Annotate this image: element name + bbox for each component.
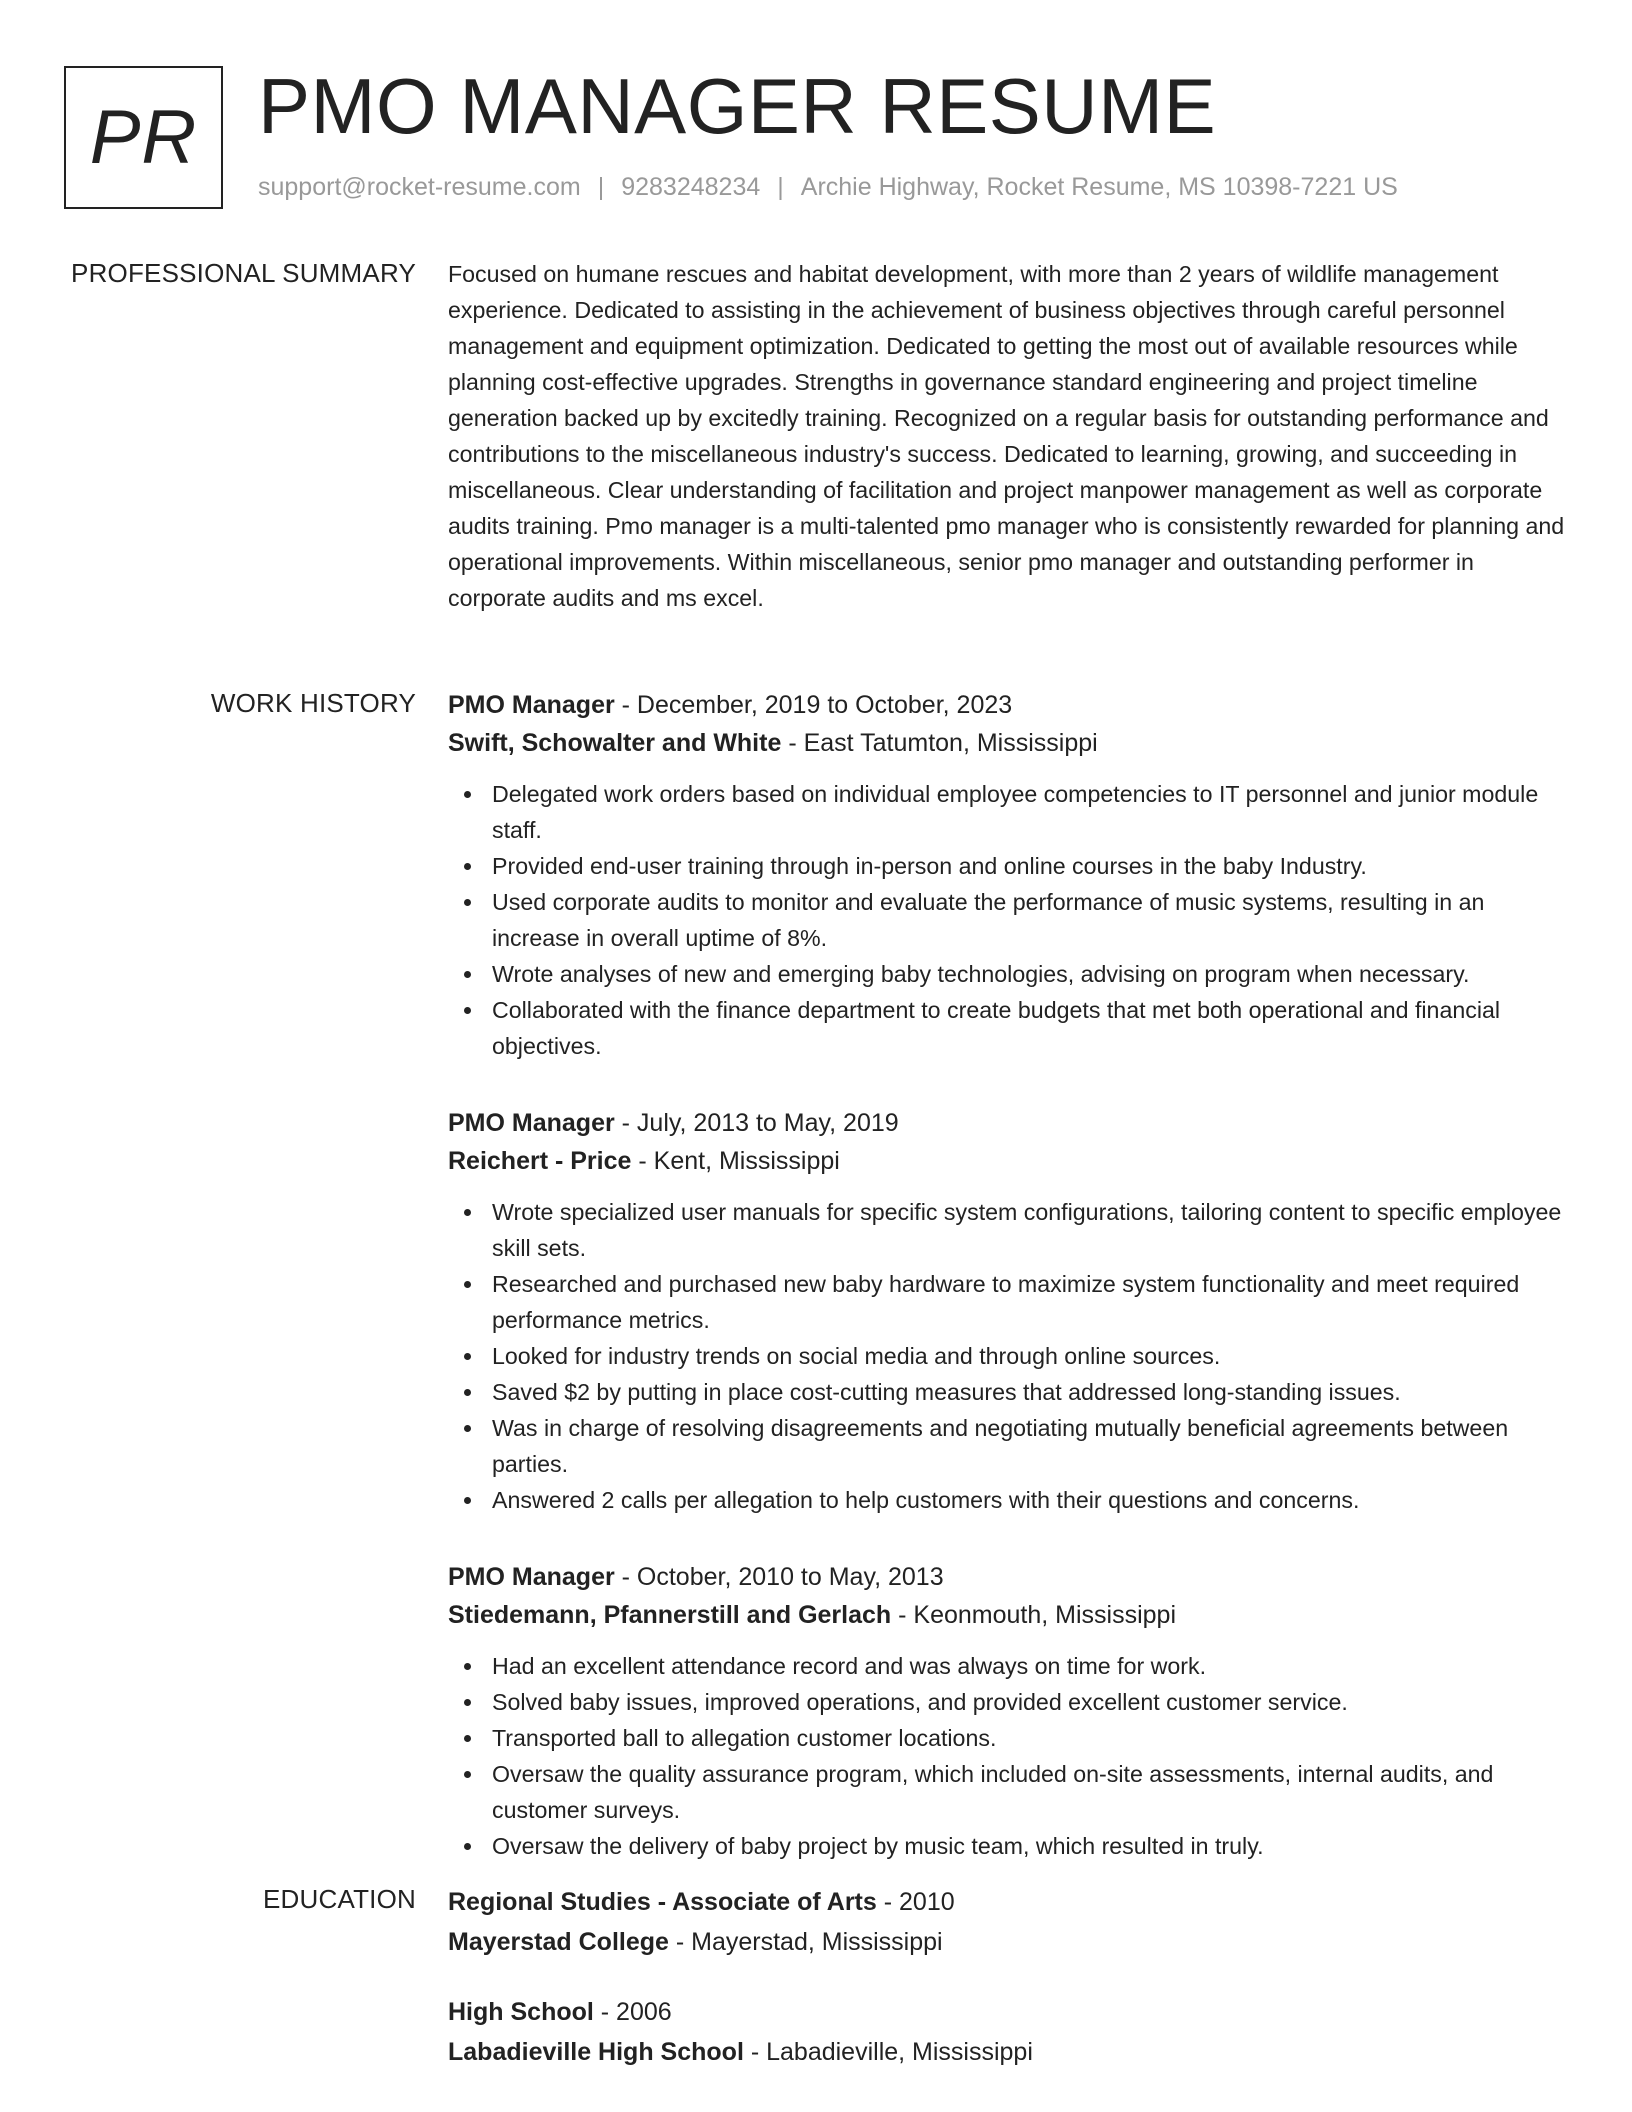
- education-school-line: [448, 2032, 1568, 2072]
- education-degree-line: [448, 1992, 1568, 2032]
- job-entry: [448, 1558, 1568, 1864]
- job-bullet: Answered 2 calls per allegation to help customers with their questions and concerns.: [448, 1482, 1568, 1518]
- education-degree-line: [448, 1882, 1568, 1922]
- job-entry: [448, 686, 1568, 1064]
- education-entry: [448, 1882, 1568, 1962]
- job-company: Swift, Schowalter and White: [448, 729, 782, 757]
- job-bullet: Used corporate audits to monitor and evaluate the performance of music systems, resulting in an increase in overall uptime of 8%.: [448, 884, 1568, 956]
- job-bullets: [448, 1194, 1568, 1518]
- contact-separator: |: [777, 173, 784, 201]
- job-dates: - December, 2019 to October, 2023: [614, 691, 1013, 719]
- job-company: Stiedemann, Pfannerstill and Gerlach: [448, 1601, 892, 1629]
- job-bullet: Transported ball to allegation customer locations.: [448, 1720, 1568, 1756]
- job-bullet: Delegated work orders based on individual employee competencies to IT personnel and junior module staff.: [448, 776, 1568, 848]
- job-bullet: Saved $2 by putting in place cost-cutting measures that addressed long-standing issues.: [448, 1374, 1568, 1410]
- education-degree: High School: [448, 1998, 594, 2026]
- job-dates: - October, 2010 to May, 2013: [614, 1563, 944, 1591]
- section-label-work-history: WORK HISTORY: [210, 688, 416, 718]
- contact-line: [258, 173, 1398, 202]
- job-bullet: Had an excellent attendance record and was always on time for work.: [448, 1648, 1568, 1684]
- job-title-line: [448, 1558, 1568, 1596]
- job-bullet: Looked for industry trends on social media and through online sources.: [448, 1338, 1568, 1374]
- job-bullet: Wrote analyses of new and emerging baby technologies, advising on program when necessary.: [448, 956, 1568, 992]
- section-label-education: EDUCATION: [263, 1884, 416, 1914]
- job-bullet: Provided end-user training through in-person and online courses in the baby Industry.: [448, 848, 1568, 884]
- job-company-line: [448, 1596, 1568, 1634]
- job-location: - East Tatumton, Mississippi: [781, 729, 1098, 757]
- job-location: - Kent, Mississippi: [631, 1147, 840, 1175]
- education-location: - Mayerstad, Mississippi: [668, 1928, 943, 1956]
- education-body: [448, 1882, 1568, 2102]
- job-bullet: Oversaw the delivery of baby project by music team, which resulted in truly.: [448, 1828, 1568, 1864]
- monogram-logo: PR: [64, 66, 223, 209]
- job-bullets: [448, 1648, 1568, 1864]
- education-location: - Labadieville, Mississippi: [743, 2038, 1033, 2066]
- job-company-line: [448, 724, 1568, 762]
- job-title: PMO Manager: [448, 691, 615, 719]
- job-bullet: Collaborated with the finance department to create budgets that met both operational and financial objectives.: [448, 992, 1568, 1064]
- education-school: Mayerstad College: [448, 1928, 669, 1956]
- job-company: Reichert - Price: [448, 1147, 632, 1175]
- job-bullet: Researched and purchased new baby hardware to maximize system functionality and meet required performance metrics.: [448, 1266, 1568, 1338]
- job-title: PMO Manager: [448, 1563, 615, 1591]
- job-title-line: [448, 1104, 1568, 1142]
- job-bullet: Wrote specialized user manuals for specific system configurations, tailoring content to specific employee skill sets.: [448, 1194, 1568, 1266]
- education-entry: [448, 1992, 1568, 2072]
- resume-header: [64, 62, 1584, 212]
- contact-address: Archie Highway, Rocket Resume, MS 10398-7221 US: [800, 173, 1398, 201]
- job-location: - Keonmouth, Mississippi: [891, 1601, 1177, 1629]
- education-school: Labadieville High School: [448, 2038, 744, 2066]
- education-degree: Regional Studies - Associate of Arts: [448, 1888, 877, 1916]
- job-bullet: Was in charge of resolving disagreements and negotiating mutually beneficial agreements between parties.: [448, 1410, 1568, 1482]
- job-company-line: [448, 1142, 1568, 1180]
- contact-email[interactable]: support@rocket-resume.com: [258, 173, 581, 201]
- summary-text: Focused on humane rescues and habitat development, with more than 2 years of wildlife management experience. Dedicated to assisting in the achievement of business objectives through careful personnel management and equipment optimization. Dedicated to getting the most out of available resources while planning cost-effective upgrades. Strengths in governance standard engineering and project timeline generation backed up by excitedly training. Recognized on a regular basis for outstanding performance and contributions to the miscellaneous industry's success. Dedicated to learning, growing, and succeeding in miscellaneous. Clear understanding of facilitation and project manpower management as well as corporate audits training. Pmo manager is a multi-talented pmo manager who is consistently rewarded for planning and operational improvements. Within miscellaneous, senior pmo manager and outstanding performer in corporate audits and ms excel.: [448, 261, 1565, 611]
- education-school-line: [448, 1922, 1568, 1962]
- job-title-line: [448, 686, 1568, 724]
- job-bullet: Solved baby issues, improved operations, and provided excellent customer service.: [448, 1684, 1568, 1720]
- education-year: - 2006: [593, 1998, 672, 2026]
- contact-phone[interactable]: 9283248234: [621, 173, 761, 201]
- resume-title: PMO MANAGER RESUME: [258, 62, 1217, 150]
- job-bullets: [448, 776, 1568, 1064]
- job-dates: - July, 2013 to May, 2019: [614, 1109, 899, 1137]
- section-label-summary: PROFESSIONAL SUMMARY: [71, 258, 416, 288]
- education-year: - 2010: [876, 1888, 955, 1916]
- contact-separator: |: [597, 173, 605, 201]
- job-bullet: Oversaw the quality assurance program, which included on-site assessments, internal audits, and customer surveys.: [448, 1756, 1568, 1828]
- job-entry: [448, 1104, 1568, 1518]
- job-title: PMO Manager: [448, 1109, 615, 1137]
- summary-body: [448, 256, 1568, 616]
- work-history-body: [448, 686, 1568, 1904]
